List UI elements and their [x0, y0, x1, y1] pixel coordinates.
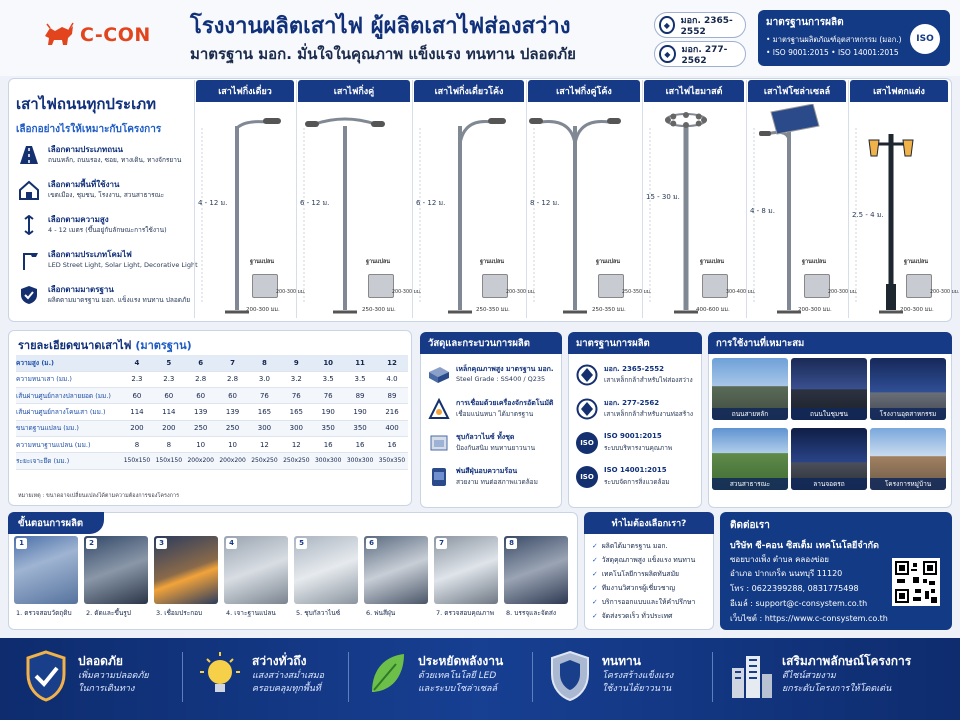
- guide-item-title: เลือกตามประเภทถนน: [48, 145, 123, 154]
- process-step-label: 4. เจาะฐานแปลน: [226, 609, 276, 617]
- process-step-photo[interactable]: [434, 536, 498, 604]
- address-line: ซอยบางเพ็ง ตำบล คลองข่อย: [730, 555, 829, 564]
- base-plate-width: 250-350 มม.: [592, 307, 626, 313]
- standard-desc: ระบบบริหารงานคุณภาพ: [604, 444, 673, 452]
- spec-cell: 200: [121, 420, 153, 436]
- application-caption: ลานจอดรถ: [791, 478, 867, 490]
- base-plate-height: 200-300 มม.: [828, 290, 858, 295]
- spec-cell: 190: [312, 404, 344, 420]
- process-step-number: 7: [436, 538, 447, 549]
- spec-cell: 200: [153, 420, 185, 436]
- footer-feature-title: สว่างทั่วถึง: [252, 654, 307, 668]
- spec-cell: 6: [185, 355, 217, 371]
- process-step-label: 8. บรรจุและจัดส่ง: [506, 609, 557, 617]
- guide-item-title: เลือกตามความสูง: [48, 215, 109, 224]
- application-photo[interactable]: [791, 428, 867, 490]
- tis-icon: ◆: [659, 45, 676, 63]
- contact-title: ติดต่อเรา: [730, 520, 770, 531]
- application-photo[interactable]: [870, 358, 946, 420]
- check-icon: ✓: [592, 542, 598, 550]
- tis-badge-277: [654, 41, 746, 67]
- why-item: [592, 540, 668, 551]
- process-step-photo[interactable]: [14, 536, 78, 604]
- spec-row-label: เส้นผ่านศูนย์กลางโคนเสา (มม.): [16, 404, 121, 420]
- why-item: [592, 582, 675, 593]
- spec-row-label: ความสูง (ม.): [16, 355, 121, 371]
- spec-row-label: ความหนาเสา (มม.): [16, 371, 121, 387]
- phone-link[interactable]: โทร : 0622399288, 0831775498: [730, 584, 859, 593]
- spec-cell: 200x200: [217, 453, 249, 469]
- pole-type-header[interactable]: เสาไฟกิ่งเดี่ยวโค้ง: [414, 80, 524, 102]
- material-desc: สวยงาม ทนต่อสภาพแวดล้อม: [456, 478, 538, 486]
- standard-desc: เสาเหล็กกล้าสำหรับงานท่อสร้าง: [604, 410, 694, 418]
- process-step-label: 1. ตรวจสอบวัตถุดิบ: [16, 609, 72, 617]
- process-step-number: 5: [296, 538, 307, 549]
- spec-row-label: ขนาดฐานแปลน (มม.): [16, 420, 121, 436]
- paint-icon: [428, 466, 450, 488]
- base-plate-icon: [252, 274, 278, 298]
- footer-feature-line: ด้วยเทคโนโลยี LED: [418, 671, 497, 681]
- footer-divider: [532, 652, 533, 702]
- steel-icon: [428, 364, 450, 386]
- application-photo[interactable]: [712, 358, 788, 420]
- footer-feature-line: โครงสร้างแข็งแรง: [602, 671, 674, 681]
- why-item: [592, 610, 672, 621]
- page-subtitle: มาตรฐาน มอก. มั่นใจในคุณภาพ แข็งแรง ทนทาน ปลอดภัย: [190, 45, 576, 63]
- applications-title: การใช้งานที่เหมาะสม: [708, 332, 952, 354]
- spec-cell: 350: [344, 420, 376, 436]
- process-step-label: 5. ชุบกัลวาไนซ์: [296, 609, 341, 617]
- standards-box-line: • ISO 9001:2015 • ISO 14001:2015: [766, 48, 899, 57]
- spec-cell: 2.8: [217, 371, 249, 387]
- pole-type-header[interactable]: เสาไฟตกแต่ง: [850, 80, 948, 102]
- footer-divider: [712, 652, 713, 702]
- base-plate-label: ฐานแปลน: [700, 259, 725, 265]
- process-step-photo[interactable]: [364, 536, 428, 604]
- spec-cell: 350x350: [376, 453, 408, 469]
- leaf-icon: [362, 648, 410, 704]
- spec-cell: 9: [280, 355, 312, 371]
- spec-title-suffix: (มาตรฐาน): [135, 339, 192, 352]
- website-link[interactable]: เว็บไซต์ : https://www.c-consystem.co.th: [730, 614, 888, 623]
- process-step-label: 2. ตัดและขึ้นรูป: [86, 609, 131, 617]
- spec-row: [16, 388, 408, 404]
- base-plate-label: ฐานแปลน: [904, 259, 929, 265]
- footer-feature-desc: [418, 670, 497, 696]
- spec-title: [18, 336, 192, 354]
- spec-cell: 250x250: [249, 453, 281, 469]
- why-item: [592, 596, 695, 607]
- spec-cell: 16: [344, 436, 376, 452]
- footer-feature-line: ครอบคลุมทุกพื้นที่: [252, 684, 321, 694]
- spec-cell: 150x150: [153, 453, 185, 469]
- spec-cell: 76: [280, 388, 312, 404]
- spec-note: หมายเหตุ : ขนาดอาจเปลี่ยนแปลงได้ตามความต้องการของโครงการ: [18, 493, 180, 499]
- spec-row: [16, 355, 408, 371]
- footer-feature-line: เพิ่มความปลอดภัย: [78, 671, 149, 681]
- spec-cell: 139: [217, 404, 249, 420]
- spec-cell: 300x300: [344, 453, 376, 469]
- tis-badge-label: มอก. 2365-2552: [680, 16, 733, 37]
- standard-title: มอก. 2365-2552: [604, 365, 665, 373]
- email-link[interactable]: อีเมล์ : support@c-consystem.co.th: [730, 599, 868, 608]
- tis-icon: ◆: [659, 16, 675, 34]
- process-step-number: 8: [506, 538, 517, 549]
- footer-divider: [182, 652, 183, 702]
- spec-cell: 216: [376, 404, 408, 420]
- pole-drawing-icon: [296, 104, 412, 318]
- address-line: อำเภอ ปากเกร็ด นนทบุรี 11120: [730, 569, 843, 578]
- material-title: ชุบกัลวาไนซ์ ทั้งชุด: [456, 433, 515, 441]
- footer-feature-desc: [782, 670, 891, 696]
- guide-item-title: เลือกตามพื้นที่ใช้งาน: [48, 180, 120, 189]
- why-item-text: ทีมงานวิศวกรผู้เชี่ยวชาญ: [601, 584, 676, 592]
- base-plate-width: 250-300 มม.: [362, 307, 396, 313]
- standard-title: ISO 9001:2015: [604, 432, 662, 440]
- spec-cell: 139: [185, 404, 217, 420]
- material-desc: เชื่อมแน่นหนา ได้มาตรฐาน: [456, 410, 534, 418]
- house-icon: [18, 180, 40, 200]
- process-step-photo[interactable]: [294, 536, 358, 604]
- spec-cell: 8: [249, 355, 281, 371]
- base-plate-height: 200-300 มม.: [276, 290, 306, 295]
- base-plate-icon: [598, 274, 624, 298]
- spec-cell: 165: [280, 404, 312, 420]
- spec-row-label: เส้นผ่านศูนย์กลางปลายยอด (มม.): [16, 388, 121, 404]
- application-photo[interactable]: [870, 428, 946, 490]
- spec-cell: 114: [121, 404, 153, 420]
- pole-type-header[interactable]: เสาไฟโซล่าเซลล์: [748, 80, 846, 102]
- spec-cell: 250: [185, 420, 217, 436]
- spec-row-label: ความหนาฐานแปลน (มม.): [16, 436, 121, 452]
- footer-feature-line: แสงสว่างสม่ำเสมอ: [252, 671, 325, 681]
- pole-drawing-icon: [526, 104, 642, 318]
- pole-height-label: 4 - 8 ม.: [750, 207, 775, 215]
- guide-item-desc: ผลิตตามมาตรฐาน มอก. แข็งแรง ทนทาน ปลอดภัย: [48, 296, 191, 304]
- spec-cell: 200x200: [185, 453, 217, 469]
- spec-row: [16, 453, 408, 469]
- process-step-photo[interactable]: [84, 536, 148, 604]
- spec-cell: 8: [153, 436, 185, 452]
- application-caption: สวนสาธารณะ: [712, 478, 788, 490]
- spec-cell: 60: [185, 388, 217, 404]
- footer-feature-title: ทนทาน: [602, 654, 641, 668]
- process-step-number: 4: [226, 538, 237, 549]
- check-icon: ✓: [592, 570, 598, 578]
- application-caption: โรงงานอุตสาหกรรม: [870, 408, 946, 420]
- process-step-number: 6: [366, 538, 377, 549]
- standard-title: ISO 14001:2015: [604, 466, 667, 474]
- base-plate-label: ฐานแปลน: [366, 259, 391, 265]
- process-step-label: 3. เชื่อมประกอบ: [156, 609, 203, 617]
- process-step-photo[interactable]: [224, 536, 288, 604]
- base-plate-icon: [482, 274, 508, 298]
- guide-item-title: เลือกตามมาตรฐาน: [48, 285, 114, 294]
- spec-cell: 12: [376, 355, 408, 371]
- guide-item-desc: 4 - 12 เมตร (ขึ้นอยู่กับลักษณะการใช้งาน): [48, 226, 167, 234]
- spec-cell: 7: [217, 355, 249, 371]
- shield-check-icon: [22, 648, 70, 704]
- pole-type-header[interactable]: เสาไฟไฮมาสต์: [644, 80, 744, 102]
- spec-cell: 2.8: [185, 371, 217, 387]
- spec-row-label: ระยะเจาะยึด (มม.): [16, 453, 121, 469]
- pole-drawing-icon: [412, 104, 526, 318]
- footer-feature-title: เสริมภาพลักษณ์โครงการ: [782, 654, 912, 668]
- company-name: บริษัท ซี-คอน ซิสเต็ม เทคโนโลยีจำกัด: [730, 541, 879, 551]
- base-plate-height: 200-300 มม.: [930, 290, 960, 295]
- tis-badge-label: มอก. 277-2562: [681, 45, 728, 66]
- why-item: [592, 568, 679, 579]
- process-step-photo[interactable]: [154, 536, 218, 604]
- spec-cell: 300: [280, 420, 312, 436]
- pole-type-header[interactable]: เสาไฟกิ่งเดี่ยว: [196, 80, 294, 102]
- footer-feature-line: ใช้งานได้ยาวนาน: [602, 684, 672, 694]
- tis-badge-2365: [654, 12, 746, 38]
- guide-item-desc: เขตเมือง, ชุมชน, โรงงาน, สวนสาธารณะ: [48, 191, 165, 199]
- standards-box-title: มาตรฐานการผลิต: [766, 17, 844, 28]
- application-caption: ถนนในชุมชน: [791, 408, 867, 420]
- footer-feature-line: และระบบโซล่าเซลล์: [418, 684, 497, 694]
- footer-feature-desc: [602, 670, 673, 696]
- spec-cell: 3.0: [249, 371, 281, 387]
- footer-divider: [348, 652, 349, 702]
- pole-height-label: 6 - 12 ม.: [300, 199, 330, 207]
- shield-icon: [18, 285, 40, 305]
- base-plate-height: 300-400 มม.: [726, 290, 756, 295]
- page-title: โรงงานผลิตเสาไฟ ผู้ผลิตเสาไฟส่องสว่าง: [190, 14, 571, 39]
- spec-cell: 60: [153, 388, 185, 404]
- process-step-number: 3: [156, 538, 167, 549]
- spec-cell: 150x150: [121, 453, 153, 469]
- base-plate-height: 200-300 มม.: [392, 290, 422, 295]
- application-photo[interactable]: [791, 358, 867, 420]
- standard-title: มอก. 277-2562: [604, 399, 660, 407]
- base-plate-height: 200-300 มม.: [506, 290, 536, 295]
- spec-cell: 60: [121, 388, 153, 404]
- base-plate-width: 400-600 มม.: [696, 307, 730, 313]
- spec-cell: 5: [153, 355, 185, 371]
- spec-cell: 4.0: [376, 371, 408, 387]
- pole-drawing-icon: [642, 104, 746, 318]
- process-step-label: 6. พ่นสีฝุ่น: [366, 609, 396, 617]
- tis-icon: [576, 398, 598, 420]
- pole-type-header[interactable]: เสาไฟกิ่งคู่: [298, 80, 410, 102]
- pole-drawing-icon: [194, 104, 296, 318]
- footer-feature-line: ในการเดินทาง: [78, 684, 135, 694]
- why-item-text: จัดส่งรวดเร็ว ทั่วประเทศ: [601, 612, 673, 620]
- spec-cell: 76: [312, 388, 344, 404]
- weld-icon: [428, 398, 450, 420]
- why-title: ทำไมต้องเลือกเรา?: [584, 512, 714, 534]
- spec-cell: 400: [376, 420, 408, 436]
- spec-cell: 4: [121, 355, 153, 371]
- spec-cell: 16: [312, 436, 344, 452]
- height-icon: [18, 215, 40, 235]
- material-desc: ป้องกันสนิม ทนทานยาวนาน: [456, 444, 536, 452]
- spec-cell: 250x250: [280, 453, 312, 469]
- standard-desc: เสาเหล็กกล้าสำหรับไฟส่องสว่าง: [604, 376, 693, 384]
- guide-subtitle: เลือกอย่างไรให้เหมาะกับโครงการ: [16, 124, 162, 135]
- application-caption: ถนนสายหลัก: [712, 408, 788, 420]
- spec-cell: 350: [312, 420, 344, 436]
- material-desc: Steel Grade : SS400 / Q235: [456, 375, 546, 383]
- base-plate-icon: [804, 274, 830, 298]
- pole-height-label: 6 - 12 ม.: [416, 199, 446, 207]
- pole-type-header[interactable]: เสาไฟกิ่งคู่โค้ง: [528, 80, 640, 102]
- spec-cell: 60: [217, 388, 249, 404]
- selection-guide: [16, 92, 194, 137]
- pole-height-label: 15 - 30 ม.: [646, 193, 680, 201]
- spec-title-text: รายละเอียดขนาดเสาไฟ: [18, 339, 132, 352]
- pole-height-label: 4 - 12 ม.: [198, 199, 228, 207]
- spec-cell: 3.5: [312, 371, 344, 387]
- base-plate-label: ฐานแปลน: [802, 259, 827, 265]
- brand-name: C-CON: [80, 24, 151, 46]
- base-plate-width: 200-300 มม.: [798, 307, 832, 313]
- base-plate-height: 250-350 มม.: [622, 290, 652, 295]
- spec-row: [16, 371, 408, 387]
- base-plate-label: ฐานแปลน: [596, 259, 621, 265]
- spec-cell: 10: [185, 436, 217, 452]
- pole-height-label: 2.5 - 4 ม.: [852, 211, 884, 219]
- spec-cell: 8: [121, 436, 153, 452]
- spec-cell: 12: [280, 436, 312, 452]
- spec-cell: 250: [217, 420, 249, 436]
- spec-cell: 11: [344, 355, 376, 371]
- why-item: [592, 554, 695, 565]
- materials-title: วัสดุและกระบวนการผลิต: [420, 332, 562, 354]
- application-photo[interactable]: [712, 428, 788, 490]
- spec-cell: 165: [249, 404, 281, 420]
- building-icon: [726, 648, 774, 704]
- process-step-label: 7. ตรวจสอบคุณภาพ: [436, 609, 495, 617]
- footer-feature-line: ยกระดับโครงการให้โดดเด่น: [782, 684, 892, 694]
- footer-feature-desc: [252, 670, 324, 696]
- material-title: พ่นสีฝุ่นอบความร้อน: [456, 467, 518, 475]
- why-item-text: บริการออกแบบและให้คำปรึกษา: [601, 598, 696, 606]
- iso-icon: ISO: [576, 466, 598, 488]
- guide-title: เสาไฟถนนทุกประเภท: [16, 95, 156, 113]
- spec-row: [16, 420, 408, 436]
- base-plate-width: 200-300 มม.: [900, 307, 934, 313]
- check-icon: ✓: [592, 556, 598, 564]
- spec-cell: 89: [344, 388, 376, 404]
- iso-icon: ISO: [576, 432, 598, 454]
- spec-cell: 2.3: [121, 371, 153, 387]
- base-plate-label: ฐานแปลน: [480, 259, 505, 265]
- iso-badge-icon: ISO: [910, 24, 940, 54]
- spec-cell: 300: [249, 420, 281, 436]
- bulb-icon: [196, 648, 244, 704]
- base-plate-width: 250-350 มม.: [476, 307, 510, 313]
- base-plate-label: ฐานแปลน: [250, 259, 275, 265]
- spec-cell: 10: [312, 355, 344, 371]
- spec-cell: 16: [376, 436, 408, 452]
- process-title: ขั้นตอนการผลิต: [8, 512, 104, 534]
- guide-item-title: เลือกตามประเภทโคมไฟ: [48, 250, 132, 259]
- spec-table: [16, 355, 408, 470]
- material-title: เหล็กคุณภาพสูง มาตรฐาน มอก.: [456, 365, 554, 373]
- material-title: การเชื่อมด้วยเครื่องจักรอัตโนมัติ: [456, 399, 554, 407]
- qr-code-icon[interactable]: [892, 558, 940, 606]
- spec-cell: 3.5: [344, 371, 376, 387]
- why-item-text: วัสดุคุณภาพสูง แข็งแรง ทนทาน: [601, 556, 696, 564]
- footer-feature-title: ปลอดภัย: [78, 654, 123, 668]
- why-item-text: เทคโนโลยีการผลิตทันสมัย: [601, 570, 680, 578]
- why-item-text: ผลิตได้มาตรฐาน มอก.: [601, 542, 668, 550]
- check-icon: ✓: [592, 598, 598, 606]
- spec-row: [16, 404, 408, 420]
- footer-feature-desc: [78, 670, 149, 696]
- spec-cell: 76: [249, 388, 281, 404]
- spec-cell: 3.2: [280, 371, 312, 387]
- galvanize-icon: [428, 432, 450, 454]
- base-plate-icon: [368, 274, 394, 298]
- shield-icon: [546, 648, 594, 704]
- guide-item-desc: ถนนหลัก, ถนนรอง, ซอย, ทางเดิน, ทางจักรยาน: [48, 156, 182, 164]
- spec-cell: 89: [376, 388, 408, 404]
- standards-box: [758, 10, 950, 66]
- spec-cell: 114: [153, 404, 185, 420]
- brand-logo[interactable]: [42, 22, 151, 48]
- spec-cell: 2.3: [153, 371, 185, 387]
- process-step-photo[interactable]: [504, 536, 568, 604]
- spec-cell: 190: [344, 404, 376, 420]
- road-icon: [18, 145, 40, 165]
- spec-cell: 12: [249, 436, 281, 452]
- base-plate-width: 200-300 มม.: [246, 307, 280, 313]
- standard-desc: ระบบจัดการสิ่งแวดล้อม: [604, 478, 670, 486]
- check-icon: ✓: [592, 612, 598, 620]
- spec-row: [16, 436, 408, 452]
- bull-logo-icon: [42, 22, 76, 48]
- standards-box-line: • มาตรฐานผลิตภัณฑ์อุตสาหกรรม (มอก.): [766, 35, 902, 44]
- footer-feature-title: ประหยัดพลังงาน: [418, 654, 504, 668]
- spec-cell: 300x300: [312, 453, 344, 469]
- process-step-number: 1: [16, 538, 27, 549]
- standards-title: มาตรฐานการผลิต: [568, 332, 702, 354]
- process-step-number: 2: [86, 538, 97, 549]
- base-plate-icon: [906, 274, 932, 298]
- application-caption: โครงการหมู่บ้าน: [870, 478, 946, 490]
- lamp-icon: [18, 250, 40, 270]
- footer-feature-line: ดีไซน์สวยงาม: [782, 671, 836, 681]
- pole-height-label: 8 - 12 ม.: [530, 199, 560, 207]
- guide-item-desc: LED Street Light, Solar Light, Decorative Light: [48, 261, 198, 269]
- tis-icon: [576, 364, 598, 386]
- base-plate-icon: [702, 274, 728, 298]
- check-icon: ✓: [592, 584, 598, 592]
- spec-cell: 10: [217, 436, 249, 452]
